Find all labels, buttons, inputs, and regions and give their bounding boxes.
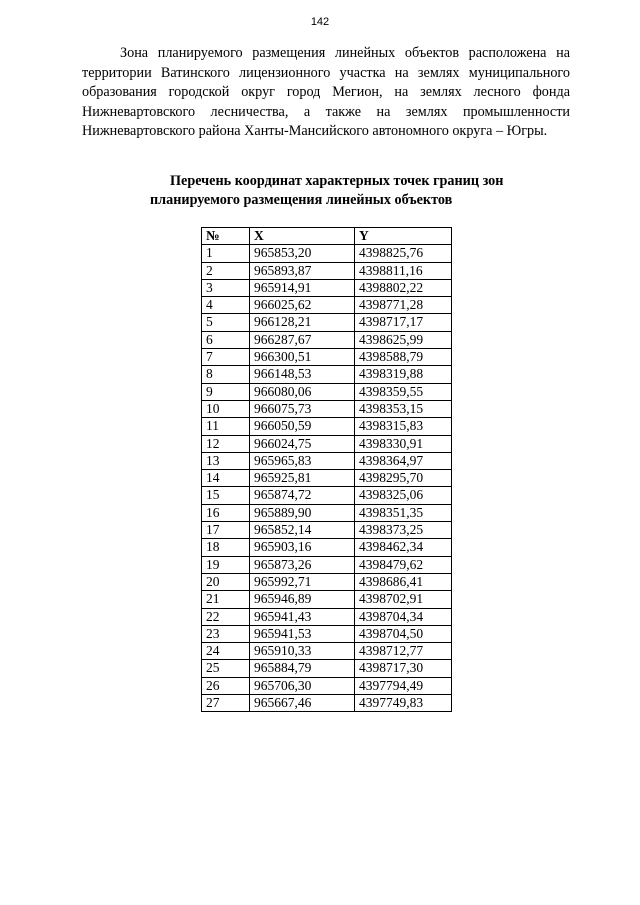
column-header-y: Y	[355, 228, 452, 245]
cell-number: 16	[202, 504, 250, 521]
table-row	[202, 625, 452, 642]
cell-y: 4398359,55	[355, 383, 452, 400]
table-row	[202, 245, 452, 262]
table-row	[202, 435, 452, 452]
table-row	[202, 400, 452, 417]
table-row	[202, 504, 452, 521]
cell-x: 965667,46	[250, 695, 355, 712]
cell-number: 10	[202, 400, 250, 417]
cell-number: 3	[202, 279, 250, 296]
column-header-x: X	[250, 228, 355, 245]
cell-y: 4398712,77	[355, 643, 452, 660]
cell-x: 965852,14	[250, 522, 355, 539]
table-row	[202, 695, 452, 712]
cell-y: 4398319,88	[355, 366, 452, 383]
cell-x: 965903,16	[250, 539, 355, 556]
cell-number: 18	[202, 539, 250, 556]
table-row	[202, 452, 452, 469]
cell-y: 4398771,28	[355, 297, 452, 314]
cell-y: 4398295,70	[355, 470, 452, 487]
cell-y: 4398462,34	[355, 539, 452, 556]
cell-y: 4398704,50	[355, 625, 452, 642]
cell-y: 4398702,91	[355, 591, 452, 608]
table-row	[202, 643, 452, 660]
cell-number: 25	[202, 660, 250, 677]
cell-y: 4398315,83	[355, 418, 452, 435]
cell-number: 13	[202, 452, 250, 469]
table-row	[202, 262, 452, 279]
page-number: 142	[310, 16, 330, 28]
table-title-line-2: планируемого размещения линейных объектов	[150, 192, 453, 208]
table-row	[202, 349, 452, 366]
intro-paragraph: Зона планируемого размещения линейных объектов расположена на территории Ватинского лицензионного участка на землях муниципального образования городской округ город Мегион, на землях лесного фонда Нижневартовского лесничества, а также на землях промышленности Нижневартовского района Ханты-Мансийского автономного округа – Югры.	[82, 45, 570, 139]
cell-number: 26	[202, 677, 250, 694]
cell-number: 4	[202, 297, 250, 314]
cell-y: 4398717,30	[355, 660, 452, 677]
cell-number: 24	[202, 643, 250, 660]
cell-y: 4398330,91	[355, 435, 452, 452]
cell-y: 4398364,97	[355, 452, 452, 469]
cell-x: 965925,81	[250, 470, 355, 487]
cell-number: 2	[202, 262, 250, 279]
cell-y: 4398811,16	[355, 262, 452, 279]
table-title-line-1: Перечень координат характерных точек границ зон	[170, 173, 504, 189]
cell-y: 4398704,34	[355, 608, 452, 625]
cell-x: 965874,72	[250, 487, 355, 504]
cell-x: 965941,53	[250, 625, 355, 642]
cell-number: 5	[202, 314, 250, 331]
table-row	[202, 660, 452, 677]
column-header-number: №	[202, 228, 250, 245]
cell-number: 6	[202, 331, 250, 348]
cell-number: 1	[202, 245, 250, 262]
cell-number: 15	[202, 487, 250, 504]
cell-number: 27	[202, 695, 250, 712]
cell-number: 22	[202, 608, 250, 625]
cell-number: 7	[202, 349, 250, 366]
table-row	[202, 487, 452, 504]
cell-number: 19	[202, 556, 250, 573]
cell-x: 966024,75	[250, 435, 355, 452]
cell-y: 4398373,25	[355, 522, 452, 539]
table-row	[202, 539, 452, 556]
cell-number: 11	[202, 418, 250, 435]
table-row	[202, 591, 452, 608]
table-row	[202, 366, 452, 383]
table-row	[202, 470, 452, 487]
cell-x: 965706,30	[250, 677, 355, 694]
cell-y: 4398353,15	[355, 400, 452, 417]
cell-number: 14	[202, 470, 250, 487]
cell-y: 4397749,83	[355, 695, 452, 712]
table-row	[202, 297, 452, 314]
table-row	[202, 608, 452, 625]
coordinates-table	[201, 227, 452, 712]
cell-y: 4398625,99	[355, 331, 452, 348]
cell-x: 966080,06	[250, 383, 355, 400]
cell-number: 9	[202, 383, 250, 400]
table-body	[202, 245, 452, 712]
cell-x: 966287,67	[250, 331, 355, 348]
cell-number: 20	[202, 573, 250, 590]
table-row	[202, 522, 452, 539]
cell-y: 4398588,79	[355, 349, 452, 366]
cell-x: 966300,51	[250, 349, 355, 366]
cell-number: 23	[202, 625, 250, 642]
cell-x: 965992,71	[250, 573, 355, 590]
cell-x: 965914,91	[250, 279, 355, 296]
table-row	[202, 573, 452, 590]
cell-y: 4398686,41	[355, 573, 452, 590]
cell-y: 4398479,62	[355, 556, 452, 573]
cell-x: 966128,21	[250, 314, 355, 331]
table-row	[202, 418, 452, 435]
cell-number: 8	[202, 366, 250, 383]
cell-x: 965910,33	[250, 643, 355, 660]
cell-y: 4397794,49	[355, 677, 452, 694]
cell-x: 966025,62	[250, 297, 355, 314]
cell-y: 4398802,22	[355, 279, 452, 296]
table-row	[202, 677, 452, 694]
cell-x: 965853,20	[250, 245, 355, 262]
table-row	[202, 331, 452, 348]
cell-x: 965873,26	[250, 556, 355, 573]
table-row	[202, 383, 452, 400]
cell-number: 21	[202, 591, 250, 608]
cell-x: 965893,87	[250, 262, 355, 279]
cell-x: 966050,59	[250, 418, 355, 435]
table-header-row	[202, 228, 452, 245]
cell-number: 12	[202, 435, 250, 452]
cell-x: 966075,73	[250, 400, 355, 417]
cell-y: 4398717,17	[355, 314, 452, 331]
cell-number: 17	[202, 522, 250, 539]
cell-x: 965941,43	[250, 608, 355, 625]
table-title	[150, 172, 550, 210]
cell-x: 965946,89	[250, 591, 355, 608]
cell-y: 4398825,76	[355, 245, 452, 262]
cell-x: 965965,83	[250, 452, 355, 469]
cell-y: 4398325,06	[355, 487, 452, 504]
cell-y: 4398351,35	[355, 504, 452, 521]
table-row	[202, 279, 452, 296]
cell-x: 965884,79	[250, 660, 355, 677]
cell-x: 965889,90	[250, 504, 355, 521]
cell-x: 966148,53	[250, 366, 355, 383]
table-row	[202, 314, 452, 331]
table-row	[202, 556, 452, 573]
